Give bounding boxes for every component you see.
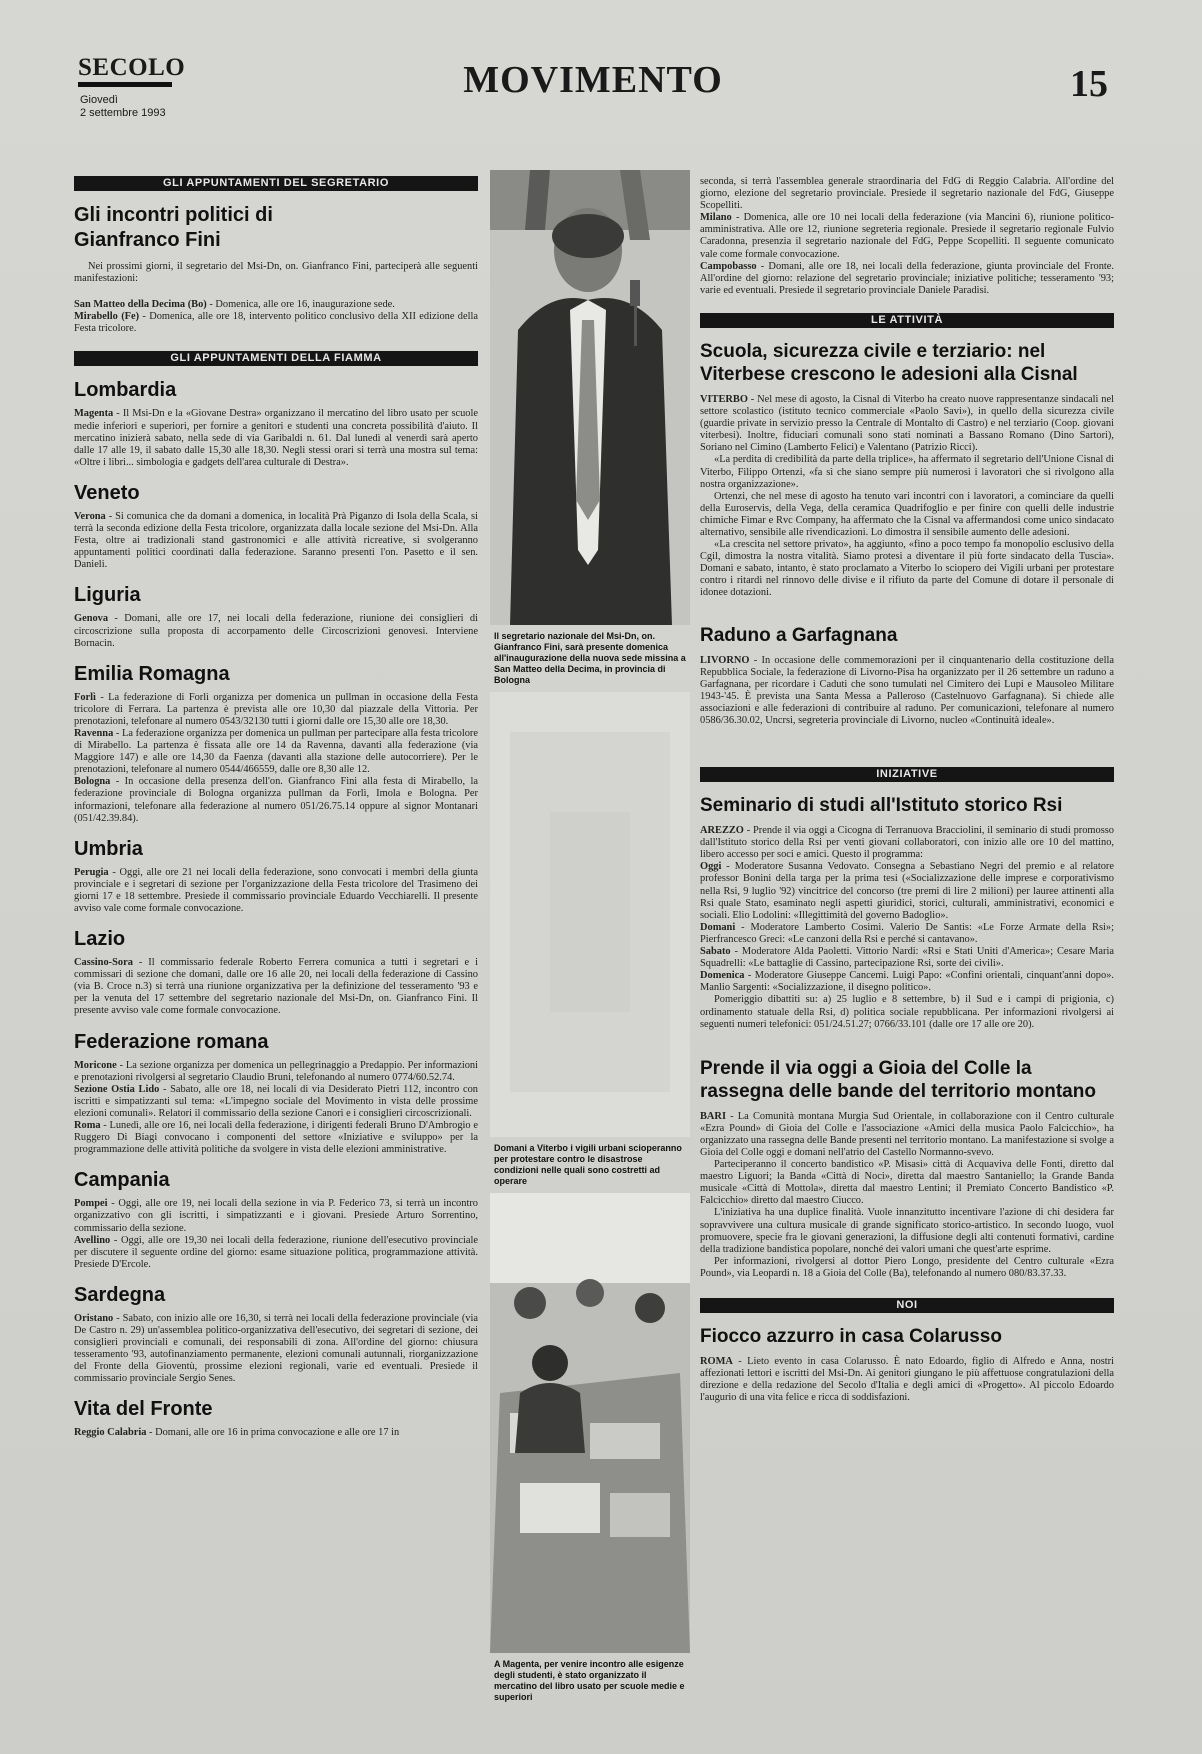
region-body bbox=[74, 613, 478, 649]
region-item bbox=[74, 1235, 478, 1271]
photo-fini bbox=[490, 170, 690, 625]
region-item bbox=[74, 1313, 478, 1386]
region-item-text: - La sezione organizza per domenica un pellegrinaggio a Predappio. Per informazioni e prenotazioni rivolgersi al segretario Claudio Bruni, telefonando al numero 0774/60.52.74. bbox=[74, 1059, 478, 1083]
region-heading: Lombardia bbox=[74, 379, 177, 402]
region-body bbox=[74, 867, 478, 915]
region-item-text: - Oggi, alle ore 19, nei locali della sezione in via P. Federico 73, si terrà un incontro organizzativo con gli iscritti, i simpatizzanti e i giovani. Presiede Arturo Sorrentino, commissario della sezione. bbox=[74, 1198, 478, 1234]
cisnal-article bbox=[700, 394, 1114, 600]
region-item bbox=[74, 867, 478, 915]
region-heading: Campania bbox=[74, 1169, 170, 1192]
region-heading: Vita del Fronte bbox=[74, 1398, 213, 1421]
fini-headline: Gli incontri politici di Gianfranco Fini bbox=[74, 204, 273, 251]
rsi-tail: Pomeriggio dibattiti su: a) 25 luglio e 8 settembre, b) il Sud e i campi di prigionia, c) ordinamento statuale della Rsi, d) politica sociale repubblicana. Per informazioni rivolgersi ai seguenti numeri telefonici: 051/24.51.27; 0766/33.101 (dalle ore 17 alle ore 20). bbox=[700, 994, 1114, 1030]
market-image bbox=[490, 1193, 690, 1653]
region-item-place: Forlì bbox=[74, 691, 96, 703]
region-heading: Emilia Romagna bbox=[74, 662, 230, 685]
faded-image bbox=[490, 692, 690, 1137]
banner-segretario: GLI APPUNTAMENTI DEL SEGRETARIO bbox=[74, 176, 478, 191]
region-item bbox=[74, 776, 478, 824]
photo-mercatino bbox=[490, 1193, 690, 1653]
region-item-text: - Si comunica che da domani a domenica, in località Prà Piganzo di Isola della Scala, si terrà la seconda edizione della Festa tricolore, organizzata dalla locale sezione del Msi-Dn. Alla Festa, oltre ai tradizionali stand gastronomici e alle attività ricreative, si svolgeranno appuntamenti politici coordinati dalla federazione. Saranno presenti l'on. Pasetto e il sen. Danieli. bbox=[74, 510, 478, 571]
region-heading: Lazio bbox=[74, 928, 126, 951]
rsi-article bbox=[700, 825, 1114, 1031]
region-item bbox=[74, 408, 478, 468]
rsi-item-0: Oggi - Moderatore Susanna Vedovato. Consegna a Sebastiano Negri del premio e al relatore professor Bonini della targa per la prima tesi («Socializzazione delle imprese e corporativismo nella Rsi, 9 luglio '92) vincitrice del concorso (tre premi di lire 2 milioni) per lauree attinenti alla Rsi quale Stato, esaminato negli aspetti giuridici, storici, culturali, amministrativi, economici e sociali. Elio Lodolini: «Illegittimità del governo Badoglio». bbox=[700, 861, 1114, 921]
newspaper-logo: SECOLO bbox=[78, 54, 186, 81]
continued-item-1: Campobasso - Domani, alle ore 18, nei locali della federazione, giunta provinciale del Fronte. All'ordine del giorno: relazione del segretario provinciale; iniziative politiche; tesseramento '93; varie ed eventuali. Presiede il segretario provinciale Daniele Paradisi. bbox=[700, 260, 1114, 296]
banner-noi: NOI bbox=[700, 1298, 1114, 1313]
rsi-item-2: Sabato - Moderatore Alda Paoletti. Vittorio Nardi: «Rsi e Stati Uniti d'America»; Cesare Maria Squadrelli: «Le battaglie di Cassino, partecipazione Rsi, sorte dei civili». bbox=[700, 946, 1114, 970]
caption-mercatino: A Magenta, per venire incontro alle esigenze degli studenti, è stato organizzato il mercatino del libro usato per scuole medie e superiori bbox=[494, 1659, 685, 1702]
page-number: 15 bbox=[1070, 63, 1108, 105]
regions-list bbox=[74, 378, 478, 1439]
region-item-text: - In occasione della presenza dell'on. Gianfranco Fini alla festa di Mirabello, la federazione provinciale di Bologna organizza pullman da Forlì, Imola e Bologna. Per informazioni, telefonare alla federazione al numero 051/26.75.14 oppure al signor Montanari (051/42.39.84). bbox=[74, 776, 478, 824]
region-heading: Sardegna bbox=[74, 1283, 166, 1306]
region-item-text: - Sabato, con inizio alle ore 16,30, si terrà nei locali della federazione provinciale (via De Castro n. 29) un'assemblea politico-organizzativa dell'esecutivo, dei segretari di sezione, dei consiglieri provinciali e comunali, dei responsabili di zona. All'ordine del giorno: chiusura tesseramento '93, autofinanziamento permanente, elezioni comunali autunnali, riorganizzazione del Fronte della Gioventù, prossime elezioni regionali, varie ed eventuali. Presiede il commissario provinciale Sergio Senes. bbox=[74, 1312, 478, 1385]
garfagnana-article bbox=[700, 655, 1114, 728]
continued-article bbox=[700, 176, 1114, 297]
region-item-place: Moricone bbox=[74, 1059, 117, 1071]
region-item-place: Oristano bbox=[74, 1312, 114, 1324]
gioia-headline: Prende il via oggi a Gioia del Colle la rassegna delle bande del territorio montano bbox=[700, 1057, 1096, 1102]
region-body bbox=[74, 1313, 478, 1386]
region-body bbox=[74, 1198, 478, 1271]
region-item bbox=[74, 613, 478, 649]
region-item-place: Bologna bbox=[74, 776, 111, 788]
caption-fini: Il segretario nazionale del Msi-Dn, on. Gianfranco Fini, sarà presente domenica all'inaugurazione della nuova sede missina a San Matteo della Decima, in provincia di Bologna bbox=[494, 631, 686, 685]
section-title: MOVIMENTO bbox=[463, 59, 723, 101]
region-item bbox=[74, 511, 478, 571]
cisnal-p3: Ortenzi, che nel mese di agosto ha tenuto vari incontri con i lavoratori, a cominciare da quelli della Euroservis, della Vega, della ceramica Quadrifoglio e per finire con quelli delle industrie chimiche Fimar e Rvc Company, ha affermato che la Cisnal va affermandosi come unico sindacato alternativo, sensibile alle rivendicazioni. Lo dimostra il sensibile aumento delle adesioni. bbox=[700, 490, 1114, 538]
region-item-place: Verona bbox=[74, 510, 106, 522]
region-item-text: - Domani, alle ore 16 in prima convocazione e alle ore 17 in bbox=[146, 1427, 400, 1439]
region-heading: Umbria bbox=[74, 837, 143, 860]
region-item-text: - La federazione organizza per domenica un pullman per partecipare alla festa tricolore di Mirabello. La partenza è fissata alle ore 14 da Ravenna, davanti alla federazione (via Maggiore 147) e alle ore 14,30 da Faenza (davanti alla stazione delle autocorriere). Per le prenotazioni, telefonare al numero 0544/466559, dalle ore 8,30 alle 12. bbox=[74, 727, 478, 776]
region-heading: Federazione romana bbox=[74, 1030, 269, 1053]
banner-iniziative: INIZIATIVE bbox=[700, 767, 1114, 782]
region-body bbox=[74, 957, 478, 1017]
region-body bbox=[74, 408, 478, 468]
left-column bbox=[74, 170, 478, 1740]
gioia-p3: L'iniziativa ha una duplice finalità. Vuole innanzitutto incentivare l'azione di chi desidera far sopravvivere una cultura musicale di grande significato storico-artistico. In secondo luogo, vuol promuovere, specie fra le giovani generazioni, la diffusione degli alti contenuti formativi, cardine della tradizione bandistica popolare, nonché dei valori umani che quest'arte esprime. bbox=[700, 1207, 1114, 1255]
region-item-text: - Oggi, alle ore 19,30 nei locali della federazione, riunione dell'esecutivo provinciale per discutere il seguente ordine del giorno: esame situazione politica, programmazione attività. Presiede D'Ercole. bbox=[74, 1234, 478, 1270]
rsi-intro: AREZZO - Prende il via oggi a Cicogna di Terranuova Bracciolini, il seminario di studi promosso dall'Istituto storico della Rsi per venti giovani collaboratori, con inizio alle ore 10 del mattino, libero accesso per soci e amici. Questo il programma: bbox=[700, 825, 1114, 861]
photo-vigili bbox=[490, 692, 690, 1137]
rsi-item-3: Domenica - Moderatore Giuseppe Cancemi. Luigi Papo: «Confini orientali, cinquant'anni dopo». Manlio Sargenti: «Socializzazione, il disegno politico». bbox=[700, 970, 1114, 994]
issue-day: Giovedì bbox=[80, 94, 118, 106]
fini-article bbox=[74, 261, 478, 335]
region-heading: Veneto bbox=[74, 481, 140, 504]
region-item-text: - Sabato, alle ore 18, nei locali di via Desiderato Pietri 112, incontro con iscritti e simpatizzanti sul tema: «L'impegno sociale del Movimento in vista delle prossime elezioni comunali». Relatori il commissario della sezione Canori e i consiglieri circoscrizionali. bbox=[74, 1083, 478, 1119]
cisnal-p4: «La crescita nel settore privato», ha aggiunto, «fino a poco tempo fa monopolio esclusivo della Cgil, dimostra la nostra vitalità. Siamo protesi a diventare il più forte sindacato della Tuscia». Domani e sabato, intanto, è stato proclamato a Viterbo lo sciopero dei Vigili urbani per protestare contro i ritardi nel rinnovo delle divise e il rifiuto da parte del Comune di dotare il personale di idonee dotazioni. bbox=[700, 539, 1114, 599]
photo-column bbox=[490, 170, 690, 1740]
fini-item-0: San Matteo della Decima (Bo) - Domenica, alle ore 16, inaugurazione sede. bbox=[74, 299, 395, 311]
portrait-image bbox=[490, 170, 690, 625]
region-body bbox=[74, 1060, 478, 1157]
fini-item-1: Mirabello (Fe) - Domenica, alle ore 18, intervento politico conclusivo della XII edizione della Festa tricolore. bbox=[74, 311, 478, 335]
gioia-p2: Parteciperanno il concerto bandistico «P. Misasi» città di Acquaviva delle Fonti, diretto dal maestro Liguori; la Banda «Città di Noci», diretta dal maestro Santaniello; la Grande Banda musicale «Città di Mottola», diretta dal maestro Lentini; il Premiato Concerto Bandistico «P. Falcicchio» diretto dal maestro Ciucco. bbox=[700, 1159, 1114, 1207]
region-heading: Liguria bbox=[74, 584, 141, 607]
region-body bbox=[74, 1427, 478, 1439]
region-item-text: - Il Msi-Dn e la «Giovane Destra» organizzano il mercatino del libro usato per scuole medie inferiori e superiori, per fornire a genitori e studenti una concreta possibilità d'aiuto. Il mercatino inizierà sabato, nella sede di via Garibaldi n. 61. Dal lunedì al venerdì sarà aperto dalle 17 alle 19, il sabato dalle 15,30 alle 18,30. Negli stessi orari si terrà una mostra sul tema: «Oltre i libri... simbologia e gadgets dell'area culturale di Destra». bbox=[74, 408, 478, 468]
cisnal-p2: «La perdita di credibilità da parte della triplice», ha affermato il segretario dell'Unione Cisnal di Viterbo, Filippo Ortenzi, «fa sì che siano sempre più numerosi i lavoratori che si rivolgono alla nostra organizzazione». bbox=[700, 454, 1114, 490]
region-item bbox=[74, 728, 478, 776]
cisnal-headline: Scuola, sicurezza civile e terziario: nel Viterbese crescono le adesioni alla Cisnal bbox=[700, 340, 1078, 385]
fiocco-headline: Fiocco azzurro in casa Colarusso bbox=[700, 1326, 1002, 1347]
region-item-place: Ravenna bbox=[74, 727, 114, 739]
region-item bbox=[74, 1084, 478, 1120]
garfagnana-headline: Raduno a Garfagnana bbox=[700, 624, 898, 646]
caption-vigili: Domani a Viterbo i vigili urbani scioperanno per protestare contro le disastrose condizioni nelle quali sono costretti ad operare bbox=[494, 1143, 682, 1186]
cisnal-p1: VITERBO - Nel mese di agosto, la Cisnal di Viterbo ha creato nuove rappresentanze sindacali nel settore scolastico (istituto tecnico commerciale «Paolo Savi»), in quello della sicurezza civile (guardie private in servizio presso la Centrale di Montalto di Castro) e nel terziario (Coop. giovani viterbesi). Inoltre, fiduciari comunali sono stati nominati a Bassano Romano (Dino Sartori), Soriano nel Cimino (Lamberto Felici) e Valentano (Patrizio Ricci). bbox=[700, 393, 1114, 454]
continued-item-0: Milano - Domenica, alle ore 10 nei locali della federazione (via Mancini 6), riunione politico-amministrativa. Alle ore 12, riunione segreteria regionale. Presiede il segretario regionale Fulvio Caradonna, presenzia il segretario nazionale del FdG, Peppe Scopelliti. Il seguente comunicato vale come formale convocazione. bbox=[700, 212, 1114, 260]
region-item bbox=[74, 1198, 478, 1234]
banner-fiamma: GLI APPUNTAMENTI DELLA FIAMMA bbox=[74, 351, 478, 366]
region-body bbox=[74, 692, 478, 825]
rsi-item-1: Domani - Moderatore Lamberto Cosimi. Valerio De Santis: «Le Forze Armate della Rsi»; Pierfrancesco Greci: «Le canzoni della Rsi e perché si cantavano». bbox=[700, 921, 1114, 945]
region-item-place: Magenta bbox=[74, 408, 114, 420]
fiocco-text: ROMA - Lieto evento in casa Colarusso. È nato Edoardo, figlio di Alfredo e Anna, nostri affezionati lettori e iscritti del Msi-Dn. Ai genitori giungano le più affettuose congratulazioni della direzione e della redazione del Secolo d'Italia e degli amici di «Progetto». Al piccolo Edoardo l'augurio di una vita felice e ricca di soddisfazioni. bbox=[700, 1356, 1114, 1404]
region-item-text: - Oggi, alle ore 21 nei locali della federazione, sono convocati i membri della giunta provinciale e i segretari di sezione per l'organizzazione della Festa tricolore del Trasimeno dei giorni 17 e 18 settembre. Presiede il commissario provinciale Eduardo Vecchiarelli. Il presente avviso vale come formale convocazione. bbox=[74, 866, 478, 914]
region-item-text: - Domani, alle ore 17, nei locali della federazione, riunione dei consiglieri di circoscrizione sulla proposta di accorpamento delle Circoscrizioni genovesi. Interviene Bornacin. bbox=[74, 613, 478, 649]
gioia-p1: BARI - La Comunità montana Murgia Sud Orientale, in collaborazione con il Centro culturale «Ezra Pound» di Gioia del Colle e l'associazione «Amici della musica Paolo Falcicchio», ha organizzato una rassegna delle Bande presenti nel territorio montano. La manifestazione si svolge a Gioia del Colle oggi e domani nell'atrio del Castello Normanno-svevo. bbox=[700, 1110, 1114, 1158]
issue-date-text: 2 settembre 1993 bbox=[80, 107, 166, 119]
continued-text: seconda, si terrà l'assemblea generale straordinaria del FdG di Reggio Calabria. All'ordine del giorno, elezione del segretario provinciale. Presiede il segretario nazionale del FdG, Giuseppe Scopelliti. bbox=[700, 176, 1114, 212]
region-item bbox=[74, 957, 478, 1017]
region-body bbox=[74, 511, 478, 571]
region-item-place: Pompei bbox=[74, 1198, 108, 1210]
fini-intro: Nei prossimi giorni, il segretario del Msi-Dn, on. Gianfranco Fini, parteciperà alle seguenti manifestazioni: bbox=[74, 261, 478, 285]
region-item bbox=[74, 1427, 478, 1439]
masthead bbox=[78, 50, 1108, 125]
region-item-text: - Il commissario federale Roberto Ferrera comunica a tutti i segretari e i commissari di sezione che domani, dalle ore 16 alle 20, nei locali della federazione di Cassino (via B. Croce n.3) si terrà una riunione organizzativa per la definizione del tesseramento '93 e per la venuta del 17 settembre del segretario nazionale del Msi-Dn, on. Gianfranco Fini. Il presente avviso vale come formale convocazione. bbox=[74, 957, 478, 1017]
region-item bbox=[74, 1060, 478, 1084]
banner-attivita: LE ATTIVITÀ bbox=[700, 313, 1114, 328]
region-item-place: Cassino-Sora bbox=[74, 957, 133, 969]
fiocco-article bbox=[700, 1356, 1114, 1404]
region-item-place: Perugia bbox=[74, 866, 109, 878]
region-item-text: - Lunedì, alle ore 16, nei locali della federazione, i dirigenti federali Bruno D'Ambrogio e Ruggero Di Biagi convocano i componenti del settore «Iniziative e sviluppo» per la programmazione delle attività politiche da svolgere in vista delle elezioni amministrative. bbox=[74, 1120, 478, 1156]
region-item-place: Avellino bbox=[74, 1234, 111, 1246]
region-item-place: Roma bbox=[74, 1120, 101, 1132]
right-column bbox=[700, 170, 1114, 1740]
region-item-text: - La federazione di Forlì organizza per domenica un pullman in occasione della Festa tricolore di Ferrara. La partenza è prevista alle ore 10,30 dal piazzale della Vittoria. Per prenotazioni, telefonare al numero 0543/32130 tutti i giorni dalle ore 15,30 alle ore 18,30. bbox=[74, 691, 478, 727]
region-item-place: Genova bbox=[74, 613, 109, 625]
region-item bbox=[74, 692, 478, 728]
gioia-p4: Per informazioni, rivolgersi al dottor Piero Longo, presidente del Centro culturale «Ezra Pound», via Leopardi n. 18 a Gioia del Colle (Ba), telefonando al numero 080/83.37.33. bbox=[700, 1255, 1114, 1279]
region-item-place: Reggio Calabria bbox=[74, 1427, 147, 1439]
region-item-place: Sezione Ostia Lido bbox=[74, 1083, 160, 1095]
rsi-headline: Seminario di studi all'Istituto storico Rsi bbox=[700, 795, 1063, 817]
region-item bbox=[74, 1120, 478, 1156]
gioia-article bbox=[700, 1111, 1114, 1280]
garfagnana-text: LIVORNO - In occasione delle commemorazioni per il cinquantenario della costituzione della Repubblica Sociale, la federazione di Livorno-Pisa ha organizzato per il 26 settembre un raduno a Garfagnana, per ricordare i Caduti che sono tumulati nel Cimitero dei Lupi e Mausoleo Militare 1943-'45. È prevista una Santa Messa a Palleroso (Castelnuovo Garfagnana). Si chiede alle associazioni e alle federazioni di contribuire al raduno. Per comunicazioni, telefonare al numero 0586/36.30.02, Uncrsi, segreteria provinciale di Livorno, nucleo «Continuità ideale». bbox=[700, 654, 1114, 726]
